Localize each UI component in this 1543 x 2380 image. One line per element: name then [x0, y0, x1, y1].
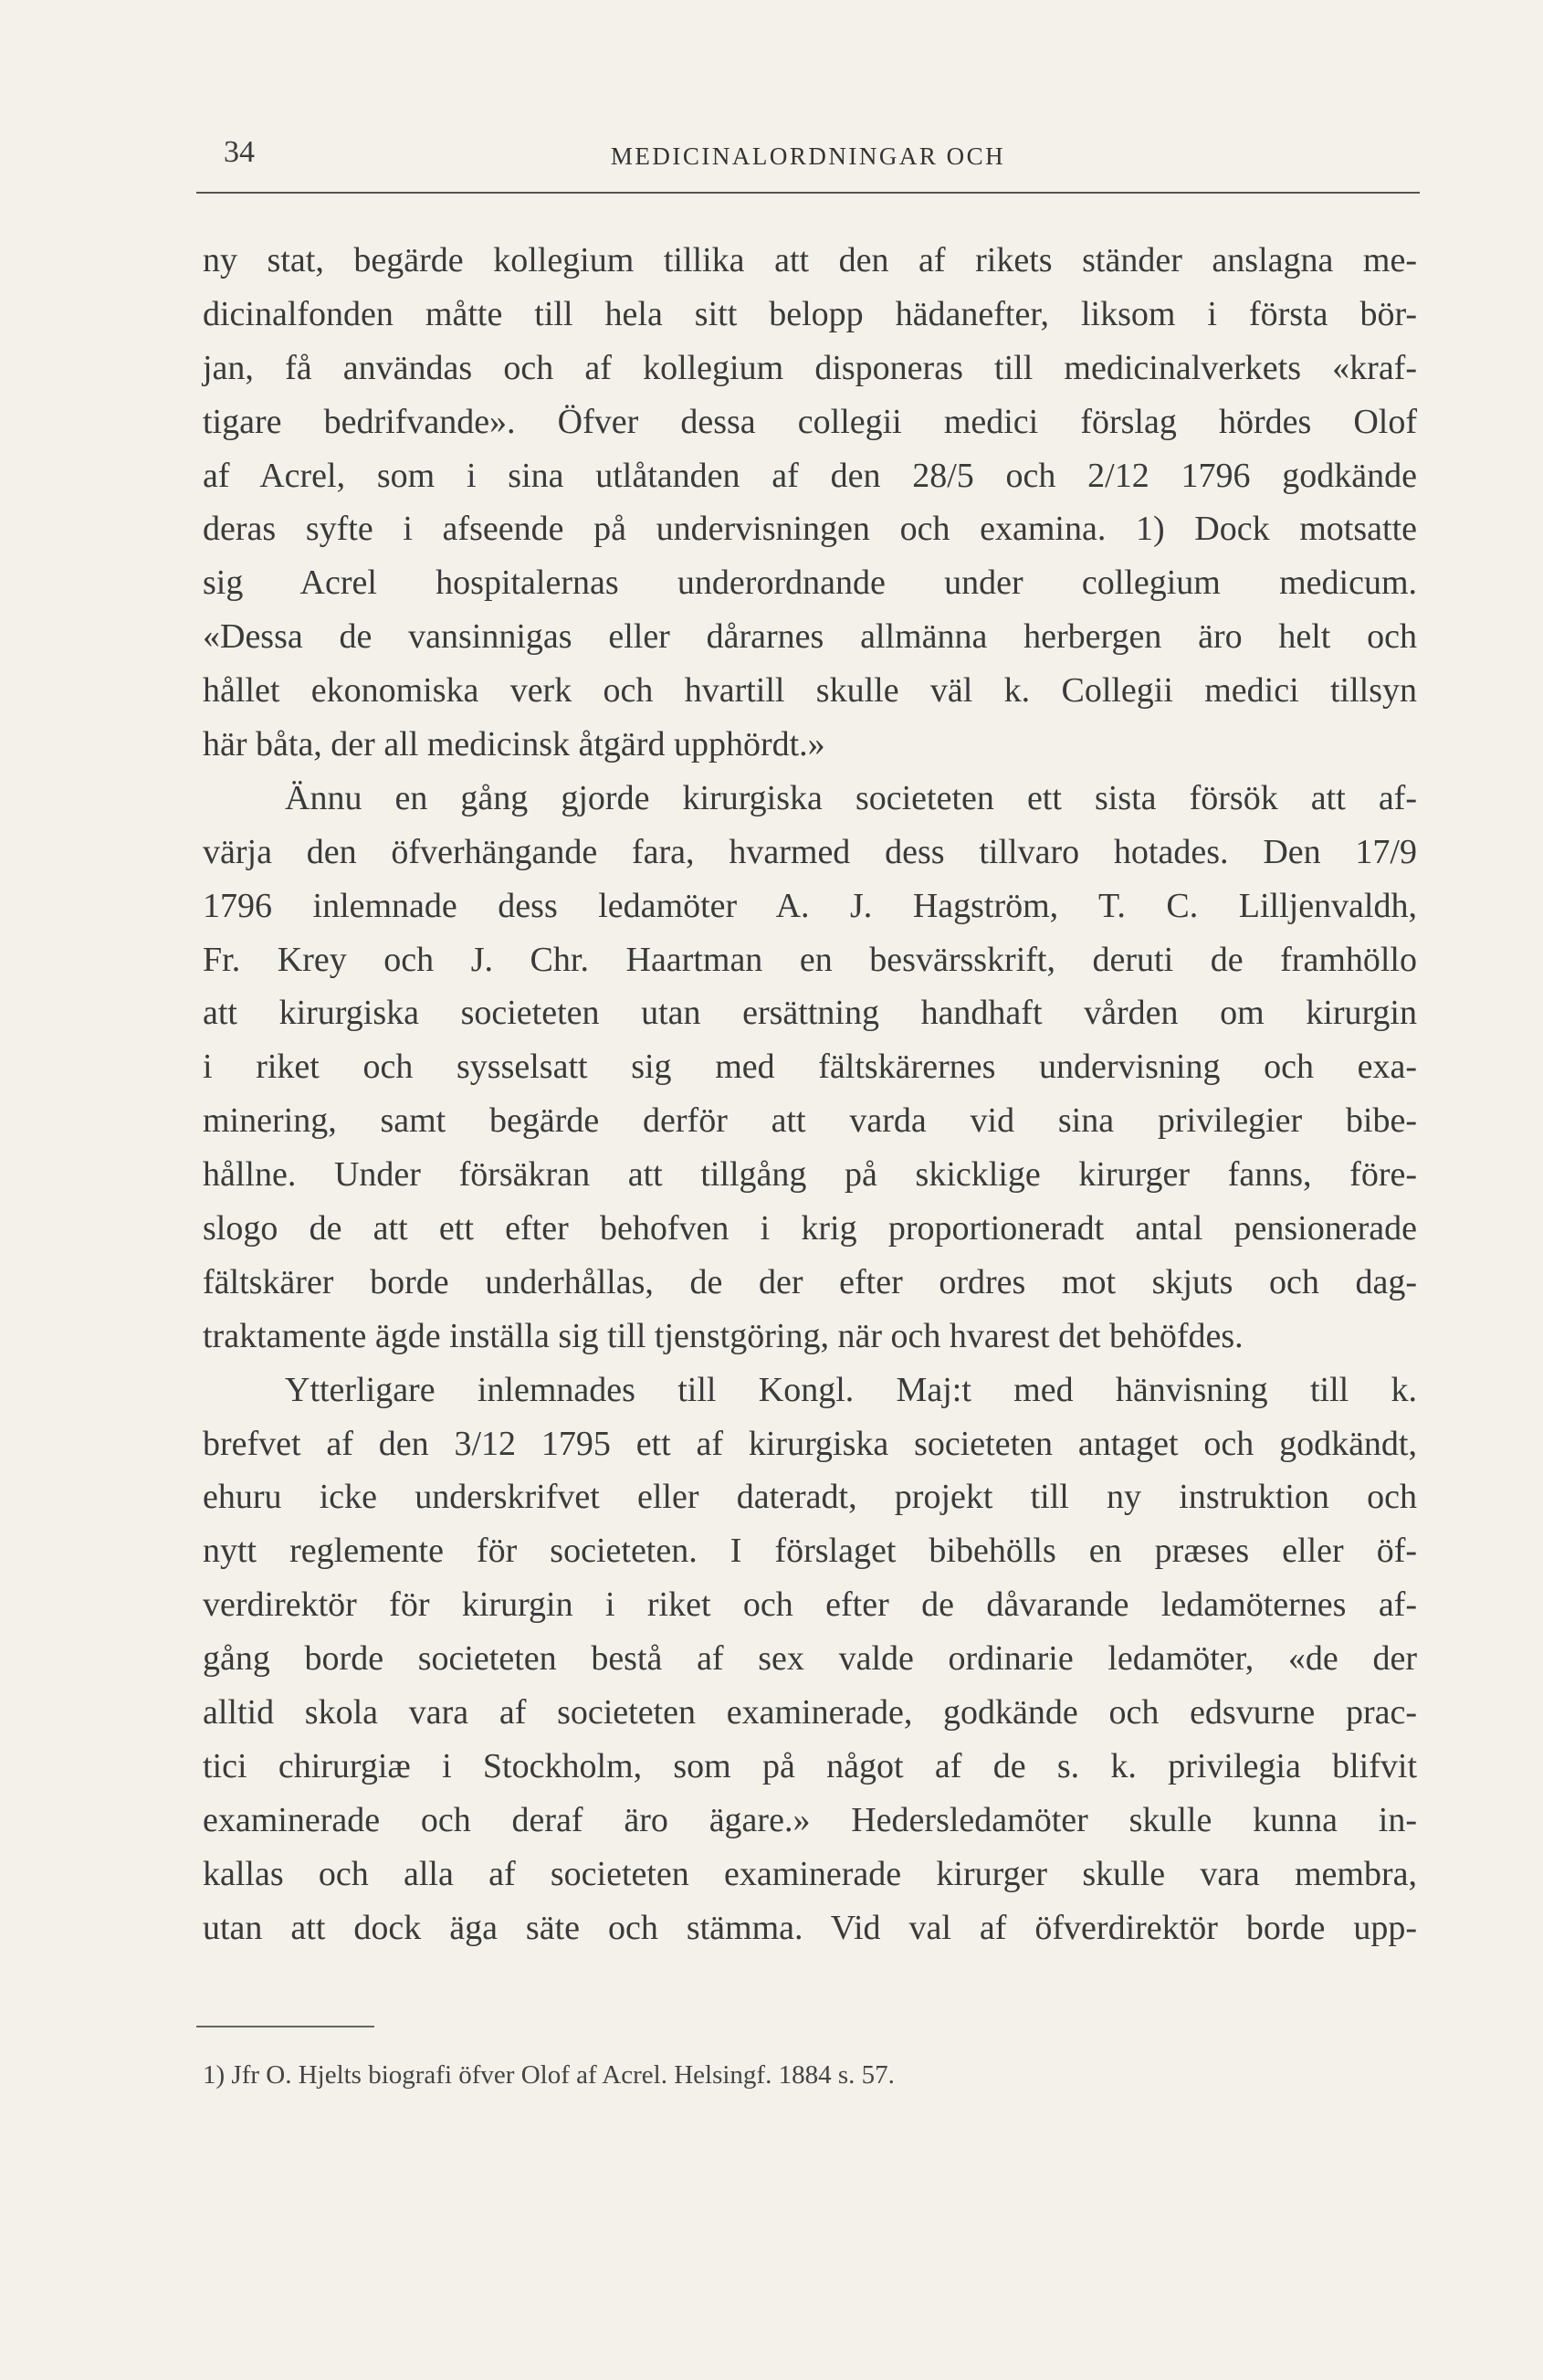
text-line: ehuru icke underskrifvet eller dateradt, projekt till ny instruktion och	[203, 1478, 1417, 1517]
text-line: värja den öfverhängande fara, hvarmed dess tillvaro hotades. Den 17/9	[203, 832, 1417, 871]
body-text	[203, 234, 1417, 1955]
text-line: deras syfte i afseende på undervisningen och examina. 1) Dock motsatte	[203, 510, 1417, 549]
text-line: «Dessa de vansinnigas eller dårarnes allmänna herbergen äro helt och	[203, 617, 1417, 657]
page-number: 34	[224, 135, 255, 169]
text-line: här båta, der all medicinsk åtgärd upphördt.»	[203, 725, 825, 764]
text-line: alltid skola vara af societeten examinerade, godkände och edsvurne prac-	[203, 1693, 1417, 1732]
text-line: traktamente ägde inställa sig till tjenstgöring, när och hvarest det behöfdes.	[203, 1316, 1244, 1355]
text-line: gång borde societeten bestå af sex valde ordinarie ledamöter, «de der	[203, 1639, 1417, 1679]
text-line: utan att dock äga säte och stämma. Vid val af öfverdirektör borde upp-	[203, 1908, 1417, 1947]
text-line: 1796 inlemnade dess ledamöter A. J. Hagström, T. C. Lilljenvaldh,	[203, 886, 1417, 925]
footnote: 1) Jfr O. Hjelts biografi öfver Olof af Acrel. Helsingf. 1884 s. 57.	[203, 2060, 895, 2090]
text-line: i riket och sysselsatt sig med fältskärernes undervisning och exa-	[203, 1048, 1417, 1087]
text-line: Ännu en gång gjorde kirurgiska societeten ett sista försök att af-	[285, 778, 1417, 817]
running-title: MEDICINALORDNINGAR OCH	[610, 142, 1006, 170]
text-line: jan, få användas och af kollegium disponeras till medicinalverkets «kraf-	[203, 348, 1417, 387]
text-line: nytt reglemente för societeten. I förslaget bibehölls en præses eller öf-	[203, 1532, 1417, 1571]
text-line: att kirurgiska societeten utan ersättning handhaft vården om kirurgin	[203, 994, 1417, 1033]
text-line: ny stat, begärde kollegium tillika att den af rikets ständer anslagna me-	[203, 241, 1417, 279]
text-line: hållne. Under försäkran att tillgång på skicklige kirurger fanns, före-	[203, 1155, 1417, 1195]
footnote-rule	[196, 2026, 374, 2027]
header-rule	[196, 192, 1420, 194]
text-line: sig Acrel hospitalernas underordnande under collegium medicum.	[203, 563, 1417, 603]
text-line: dicinalfonden måtte till hela sitt belopp hädanefter, liksom i första bör-	[203, 294, 1417, 333]
text-line: minering, samt begärde derför att varda vid sina privilegier bibe-	[203, 1101, 1417, 1141]
text-line: tigare bedrifvande». Öfver dessa collegii medici förslag hördes Olof	[203, 402, 1417, 441]
text-line: examinerade och deraf äro ägare.» Hedersledamöter skulle kunna in-	[203, 1800, 1417, 1839]
text-line: af Acrel, som i sina utlåtanden af den 28/5 och 2/12 1796 godkände	[203, 456, 1417, 495]
text-line: fältskärer borde underhållas, de der efter ordres mot skjuts och dag-	[203, 1262, 1417, 1301]
text-line: Ytterligare inlemnades till Kongl. Maj:t med hänvisning till k.	[285, 1370, 1417, 1409]
text-line: kallas och alla af societeten examinerade kirurger skulle vara membra,	[203, 1854, 1417, 1893]
text-line: brefvet af den 3/12 1795 ett af kirurgiska societeten antaget och godkändt,	[203, 1424, 1417, 1463]
text-line: hållet ekonomiska verk och hvartill skulle väl k. Collegii medici tillsyn	[203, 671, 1417, 711]
text-line: tici chirurgiæ i Stockholm, som på något af de s. k. privilegia blifvit	[203, 1746, 1417, 1785]
text-line: slogo de att ett efter behofven i krig proportioneradt antal pensionerade	[203, 1209, 1417, 1248]
page-header	[196, 135, 1420, 172]
text-line: Fr. Krey och J. Chr. Haartman en besvärsskrift, deruti de framhöllo	[203, 940, 1417, 979]
text-line: verdirektör för kirurgin i riket och efter de dåvarande ledamöternes af-	[203, 1585, 1417, 1625]
